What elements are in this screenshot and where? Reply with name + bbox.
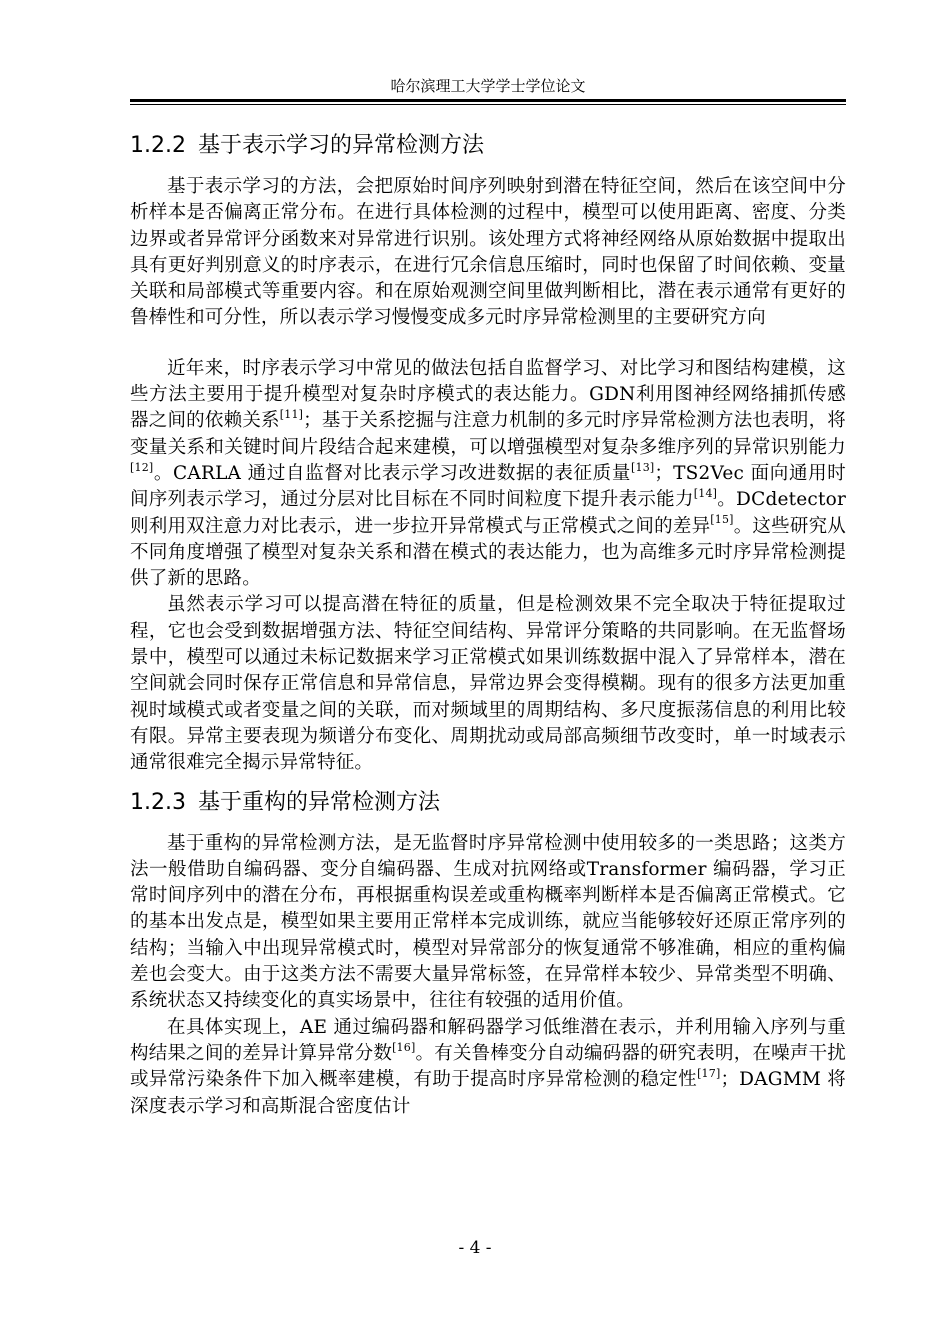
paragraph-2 bbox=[130, 356, 846, 593]
text-run: 。DCdetector则利用双注意力对比表示，进一步拉开异常模式与正常模式之间的差异 bbox=[130, 489, 846, 537]
citation: [14] bbox=[693, 487, 718, 501]
paragraph-4: 基于重构的异常检测方法，是无监督时序异常检测中使用较多的一类思路；这类方法一般借助自编码器、变分自编码器、生成对抗网络或Transformer 编码器，学习正常时间序列中的潜在分布，再根据重构误差或重构概率判断样本是否偏离正常模式。它的基本出发点是，模型如果主要用正常样本完成训练，就应当能够较好还原正常序列的结构；当输入中出现异常模式时，模型对异常部分的恢复通常不够准确，相应的重构偏差也会变大。由于这类方法不需要大量异常标签，在异常样本较少、异常类型不明确、系统状态又持续变化的真实场景中，往往有较强的适用价值。 bbox=[130, 832, 846, 1012]
section-title: 基于表示学习的异常检测方法 bbox=[197, 133, 484, 158]
citation: [13] bbox=[631, 460, 655, 474]
citation: [15] bbox=[710, 513, 734, 527]
section-number: 1.2.3 bbox=[130, 789, 186, 815]
text-run: ；DAGMM 将深度表示学习和高斯混合密度估计 bbox=[130, 1069, 846, 1117]
text-run: 。有关鲁棒变分自动编码器的研究表明，在噪声干扰或异常污染条件下加入概率建模，有助于提高时序异常检测的稳定性 bbox=[130, 1042, 846, 1091]
section-heading-1-2-2 bbox=[130, 128, 846, 164]
section-heading-1-2-3 bbox=[130, 785, 846, 821]
page-number: - 4 - bbox=[458, 1238, 492, 1258]
citation: [11] bbox=[279, 408, 304, 422]
section-number: 1.2.2 bbox=[130, 133, 186, 158]
text-run: ；基于关系挖掘与注意力机制的多元时序异常检测方法也表明，将变量关系和关键时间片段结合起来建模，可以增强模型对复杂多维序列的异常识别能力 bbox=[130, 410, 846, 458]
paragraph-5 bbox=[130, 1015, 846, 1120]
citation: [12] bbox=[130, 460, 154, 474]
text-run: 。这些研究从不同角度增强了模型对复杂关系和潜在模式的表达能力，也为高维多元时序异常检测提供了新的思路。 bbox=[130, 515, 847, 590]
paragraph-3: 虽然表示学习可以提高潜在特征的质量，但是检测效果不完全取决于特征提取过程，它也会受到数据增强方法、特征空间结构、异常评分策略的共同影响。在无监督场景中，模型可以通过未标记数据来学习正常模式如果训练数据中混入了异常样本，潜在空间就会同时保存正常信息和异常信息，异常边界会变得模糊。现有的很多方法更加重视时域模式或者变量之间的关联，而对频域里的周期结构、多尺度振荡信息的利用比较有限。异常主要表现为频谱分布变化、周期扰动或局部高频细节改变时，单一时域表示通常很难完全揭示异常特征。 bbox=[130, 594, 846, 774]
text-run: 近年来，时序表示学习中常见的做法包括自监督学习、对比学习和图结构建模，这些方法主要用于提升模型对复杂时序模式的表达能力。GDN利用图神经网络捕抓传感器之间的依赖关系 bbox=[130, 357, 846, 432]
page-body bbox=[130, 128, 846, 1120]
citation: [16] bbox=[392, 1040, 416, 1054]
citation: [17] bbox=[697, 1067, 721, 1081]
text-run: ；TS2Vec 面向通用时间序列表示学习，通过分层对比目标在不同时间粒度下提升表示能力 bbox=[130, 462, 846, 511]
header-rule-thick bbox=[130, 99, 846, 102]
section-title: 基于重构的异常检测方法 bbox=[197, 789, 440, 815]
running-header: 哈尔滨理工大学学士学位论文 bbox=[390, 77, 586, 95]
text-run: 。CARLA 通过自监督对比表示学习改进数据的表征质量 bbox=[153, 462, 632, 484]
header-rule-thin bbox=[130, 104, 846, 105]
text-run: 在具体实现上，AE 通过编码器和解码器学习低维潜在表示，并利用输入序列与重构结果之间的差异计算异常分数 bbox=[130, 1016, 846, 1064]
paragraph-1: 基于表示学习的方法，会把原始时间序列映射到潜在特征空间，然后在该空间中分析样本是否偏离正常分布。在进行具体检测的过程中，模型可以使用距离、密度、分类边界或者异常评分函数来对异常进行识别。该处理方式将神经网络从原始数据中提取出具有更好判别意义的时序表示，在进行冗余信息压缩时，同时也保留了时间依赖、变量关联和局部模式等重要内容。和在原始观测空间里做判断相比，潜在表示通常有更好的鲁棒性和可分性，所以表示学习慢慢变成多元时序异常检测里的主要研究方向 bbox=[130, 176, 846, 329]
